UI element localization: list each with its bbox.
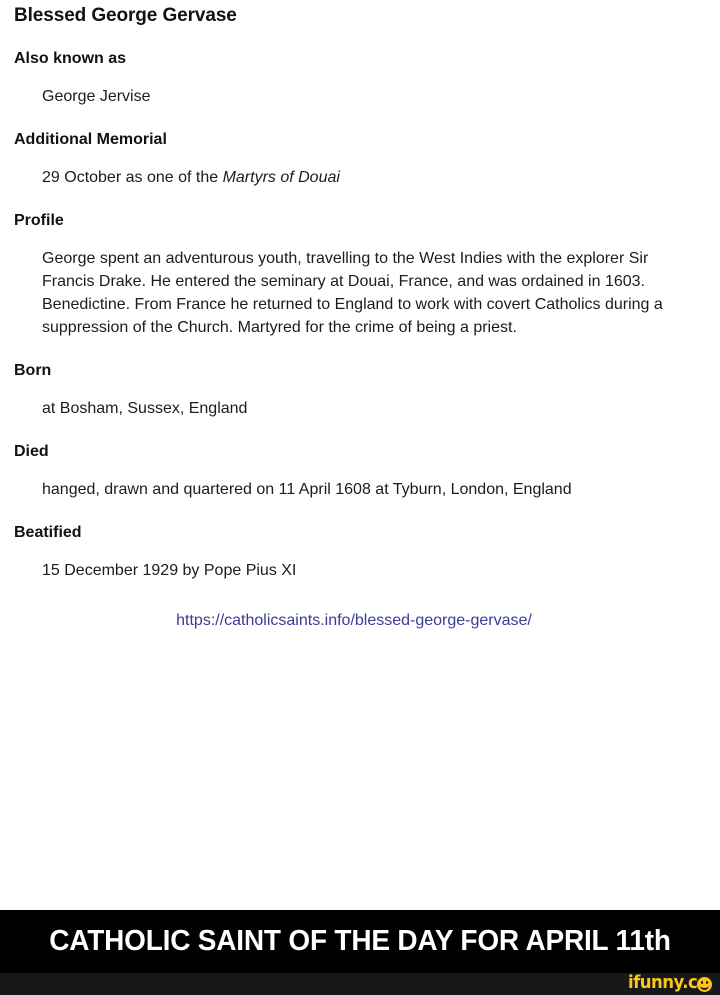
section-heading-beatified: Beatified (14, 524, 82, 541)
section-body-also-known-as: George Jervise (42, 88, 151, 105)
section-body-died: hanged, drawn and quartered on 11 April 1608 at Tyburn, London, England (42, 481, 572, 498)
section-died (14, 442, 706, 501)
section-beatified (14, 523, 706, 582)
smiley-face-icon (697, 977, 712, 992)
page-title: Blessed George Gervase (14, 5, 237, 26)
source-url-link[interactable]: https://catholicsaints.info/blessed-george-gervase/ (176, 612, 532, 629)
section-body-additional-memorial (42, 166, 702, 189)
section-heading-also-known-as: Also known as (14, 50, 127, 67)
section-heading-profile: Profile (14, 212, 64, 229)
footer-strip (0, 973, 720, 995)
ifunny-watermark (622, 973, 712, 993)
section-born (14, 361, 706, 420)
source-link-row (14, 610, 706, 632)
section-heading-additional-memorial: Additional Memorial (14, 131, 167, 148)
section-profile (14, 211, 706, 339)
caption-banner (0, 910, 720, 973)
section-body-born: at Bosham, Sussex, England (42, 400, 248, 417)
memorial-group-title: Martyrs of Douai (222, 169, 340, 186)
memorial-date-text: 29 October as one of the (42, 169, 223, 186)
section-heading-died: Died (14, 443, 49, 460)
section-also-known-as (14, 49, 706, 108)
section-body-beatified: 15 December 1929 by Pope Pius XI (42, 562, 297, 579)
caption-text: CATHOLIC SAINT OF THE DAY FOR APRIL 11th (49, 925, 671, 957)
section-heading-born: Born (14, 362, 52, 379)
watermark-text: ifunny.c (627, 972, 697, 993)
section-body-profile: George spent an adventurous youth, travelling to the West Indies with the explorer Sir Francis Drake. He entered the seminary at Douai, France, and was ordained in 1603. Benedictine. From France he returned to England to work with covert Catholics during a suppression of the Church. Martyred for the crime of being a priest. (42, 250, 663, 336)
section-additional-memorial (14, 130, 706, 189)
smiley-mouth-icon (700, 984, 709, 990)
